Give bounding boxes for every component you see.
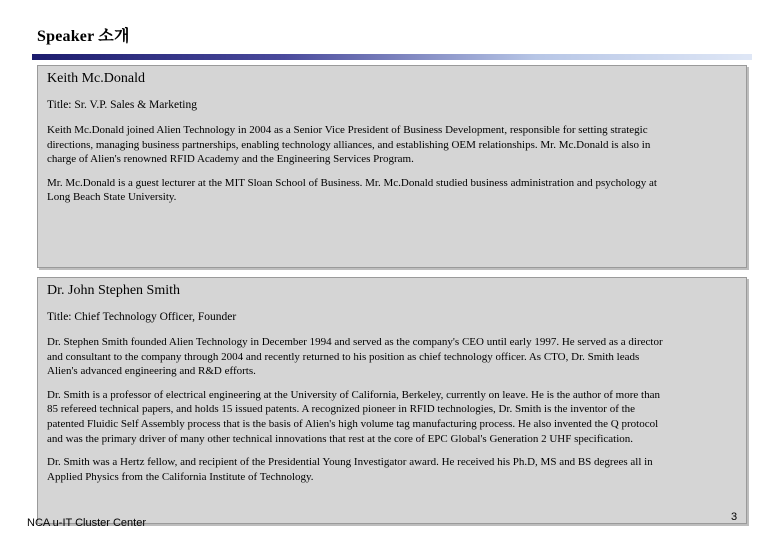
speaker-bio-paragraph: Mr. Mc.Donald is a guest lecturer at the MIT Sloan School of Business. Mr. Mc.Donald studied business administration and psychology at Long Beach State University. (47, 176, 657, 204)
speaker-bio-paragraph: Dr. Smith is a professor of electrical engineering at the University of California, Berkeley, currently on leave. He is the author of more than 85 refereed technical papers, and holds 15 issued patents. A recognized pioneer in RFID technologies, Dr. Smith is the inventor of the patented Fluidic Self Assembly process that is the basis of Alien's high volume tag manufacturing process. He also invented the Q protocol and was the primary driver of many other technical innovations that rest at the core of EPC Global's Generation 2 UHF specification. (47, 388, 660, 445)
speaker-bio-paragraph: Dr. Smith was a Hertz fellow, and recipient of the Presidential Young Investigator award. He received his Ph.D, MS and BS degrees all in Applied Physics from the California Institute of Technology. (47, 456, 653, 483)
slide-title: Speaker 소개 (37, 28, 130, 45)
speaker-card-smith (37, 277, 747, 524)
footer-organization: NCA u-IT Cluster Center (27, 517, 147, 529)
speaker-bio-paragraph: Keith Mc.Donald joined Alien Technology in 2004 as a Senior Vice President of Business Development, responsible for setting strategic directions, managing business partnerships, enabling technology alliances, and establishing OEM relationships. Mr. Mc.Donald is also in charge of Alien's renowned RFID Academy and the Engineering Services Program. (47, 124, 651, 166)
speaker-title: Title: Chief Technology Officer, Founder (47, 311, 237, 323)
title-gradient-bar (32, 54, 752, 60)
speaker-name: Dr. John Stephen Smith (47, 283, 181, 298)
speaker-title: Title: Sr. V.P. Sales & Marketing (47, 99, 197, 111)
speaker-name: Keith Mc.Donald (47, 71, 145, 86)
page-number: 3 (731, 511, 738, 523)
speaker-bio-paragraph: Dr. Stephen Smith founded Alien Technology in December 1994 and served as the company's CEO until early 1997. He served as a director and consultant to the company through 2004 and recently returned to his position as chief technology officer. As CTO, Dr. Smith leads Alien's advanced engineering and R&D efforts. (47, 336, 663, 378)
speaker-card-mcdonald (37, 65, 747, 268)
